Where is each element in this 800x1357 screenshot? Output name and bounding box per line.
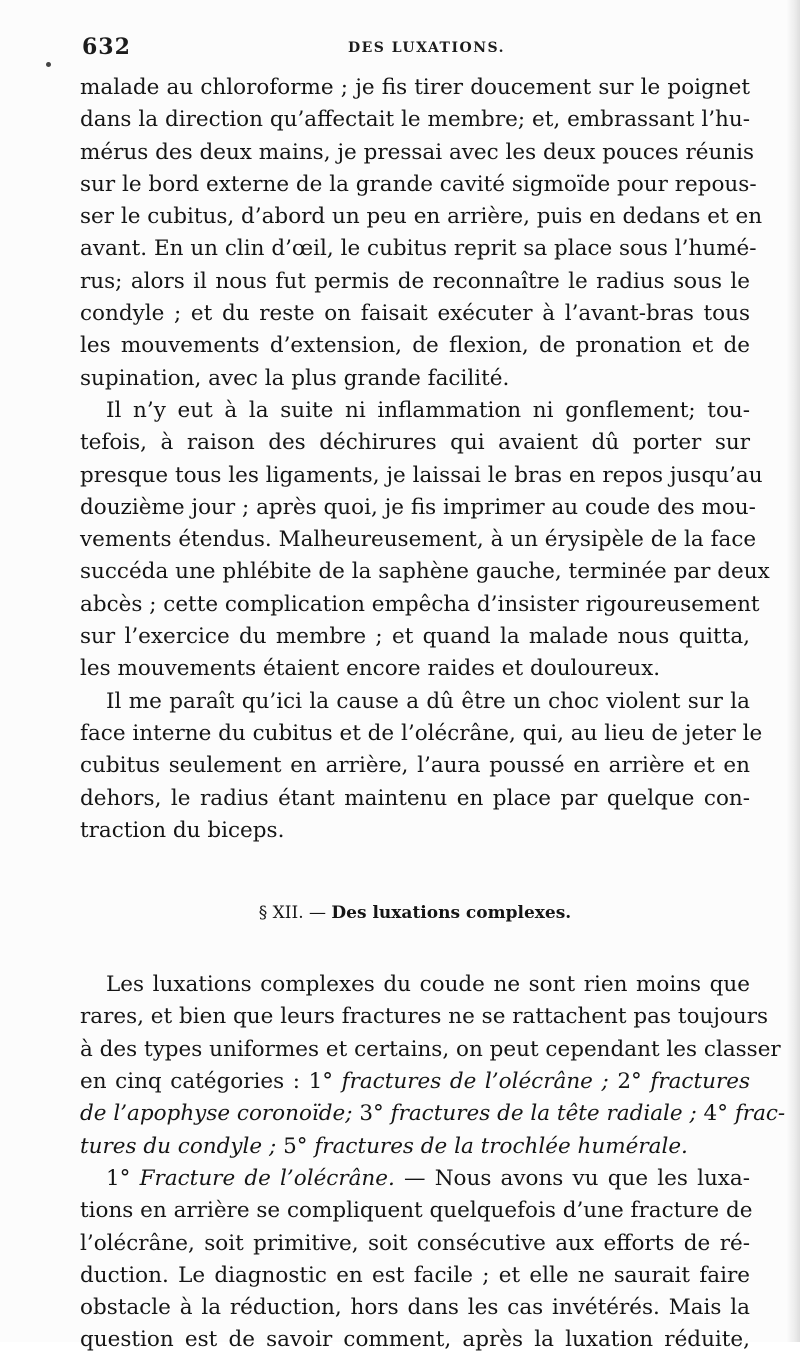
text-line: rares, et bien que leurs fractures ne se rattachent pas toujours bbox=[80, 1004, 769, 1030]
text-line: face interne du cubitus et de l’olécrâne, qui, au lieu de jeter le bbox=[80, 720, 763, 746]
text-line: dehors, le radius étant maintenu en place par quelque con- bbox=[80, 785, 750, 811]
text-line: tions en arrière se compliquent quelquefois d’une fracture de bbox=[80, 1198, 753, 1224]
text-line: avant. En un clin d’œil, le cubitus reprit sa place sous l’humé- bbox=[80, 236, 757, 262]
text-line: condyle ; et du reste on faisait exécuter à l’avant-bras tous bbox=[80, 301, 750, 327]
italic-run: Fracture de l’olécrâne. bbox=[139, 1165, 395, 1191]
paragraph-1 bbox=[80, 72, 763, 395]
text-line: dans la direction qu’affectait le membre; et, embrassant l’hu- bbox=[80, 107, 750, 133]
text-line: l’olécrâne, soit primitive, soit consécutive aux efforts de ré- bbox=[80, 1230, 750, 1256]
page-header bbox=[80, 34, 750, 64]
text-line: succéda une phlébite de la saphène gauche, terminée par deux bbox=[80, 559, 770, 585]
italic-run: fractures de la tête radiale ; bbox=[390, 1101, 697, 1127]
text-line: sur l’exercice du membre ; et quand la malade nous quitta, bbox=[80, 624, 750, 650]
text-run: 1° bbox=[106, 1165, 140, 1191]
text-line: vements étendus. Malheureusement, à un érysipèle de la face bbox=[80, 527, 757, 553]
italic-run: fractures de l’olécrâne ; bbox=[341, 1069, 609, 1095]
text-run: — Nous avons vu que les luxa- bbox=[394, 1165, 750, 1191]
text-run: 5° bbox=[276, 1133, 315, 1159]
text-line: à des types uniformes et certains, on peut cependant les classer bbox=[80, 1036, 781, 1062]
spacer bbox=[80, 847, 750, 897]
page-number: 632 bbox=[82, 34, 131, 60]
text-line: sur le bord externe de la grande cavité sigmoïde pour repous- bbox=[80, 171, 757, 197]
text-line: mérus des deux mains, je pressai avec les deux pouces réunis bbox=[80, 139, 755, 165]
text-line: les mouvements d’extension, de flexion, de pronation et de bbox=[80, 333, 750, 359]
text-line bbox=[80, 1163, 750, 1195]
section-number: § XII. — bbox=[258, 903, 327, 924]
text-line: Les luxations complexes du coude ne sont rien moins que bbox=[106, 972, 750, 998]
section-heading bbox=[80, 897, 750, 929]
text-line: presque tous les ligaments, je laissai le bras en repos jusqu’au bbox=[80, 462, 763, 488]
text-line: cubitus seulement en arrière, l’aura poussé en arrière et en bbox=[80, 753, 750, 779]
section-title: Des luxations complexes. bbox=[331, 903, 572, 924]
text-run: 3° bbox=[352, 1101, 391, 1127]
text-line: abcès ; cette complication empêcha d’insister rigoureusement bbox=[80, 591, 760, 617]
running-head: DES LUXATIONS. bbox=[348, 40, 505, 56]
margin-mark bbox=[46, 62, 51, 67]
page-edge-shadow bbox=[786, 0, 800, 1342]
paragraph-4 bbox=[80, 969, 786, 1163]
text-line: supination, avec la plus grande facilité. bbox=[80, 365, 510, 391]
text-run: en cinq catégories : 1° bbox=[80, 1069, 342, 1095]
paragraph-3 bbox=[80, 686, 763, 847]
text-line: Il me paraît qu’ici la cause a dû être un choc violent sur la bbox=[106, 688, 750, 714]
italic-run: frac- bbox=[734, 1101, 786, 1127]
text-line bbox=[80, 1098, 786, 1130]
body-text bbox=[80, 72, 786, 1357]
paragraph-2 bbox=[80, 395, 770, 686]
text-line: Il n’y eut à la suite ni inflammation ni gonflement; tou- bbox=[106, 397, 750, 423]
italic-run: tures du condyle ; bbox=[80, 1133, 277, 1159]
text-line: rus; alors il nous fut permis de reconnaître le radius sous le bbox=[80, 268, 750, 294]
text-line: ser le cubitus, d’abord un peu en arrière, puis en dedans et en bbox=[80, 204, 763, 230]
text-line: obstacle à la réduction, hors dans les cas invétérés. Mais la bbox=[80, 1295, 750, 1321]
text-line: tefois, à raison des déchirures qui avaient dû porter sur bbox=[80, 430, 750, 456]
text-line: duction. Le diagnostic en est facile ; et elle ne saurait faire bbox=[80, 1262, 750, 1288]
italic-run: fractures de la trochlée humérale. bbox=[314, 1133, 688, 1159]
text-line: question est de savoir comment, après la luxation réduite, bbox=[80, 1327, 750, 1353]
text-line: traction du biceps. bbox=[80, 817, 285, 843]
text-run: 2° bbox=[608, 1069, 651, 1095]
text-run: 4° bbox=[696, 1101, 735, 1127]
text-line bbox=[80, 1131, 750, 1163]
spacer bbox=[80, 929, 750, 969]
text-line: malade au chloroforme ; je fis tirer doucement sur le poignet bbox=[80, 75, 750, 100]
text-line: les mouvements étaient encore raides et douloureux. bbox=[80, 656, 661, 682]
text-line: douzième jour ; après quoi, je fis imprimer au coude des mou- bbox=[80, 494, 756, 520]
italic-run: de l’apophyse coronoïde; bbox=[80, 1101, 353, 1127]
italic-run: fractures bbox=[650, 1069, 750, 1095]
paragraph-5 bbox=[80, 1163, 753, 1357]
text-line bbox=[80, 1066, 750, 1098]
